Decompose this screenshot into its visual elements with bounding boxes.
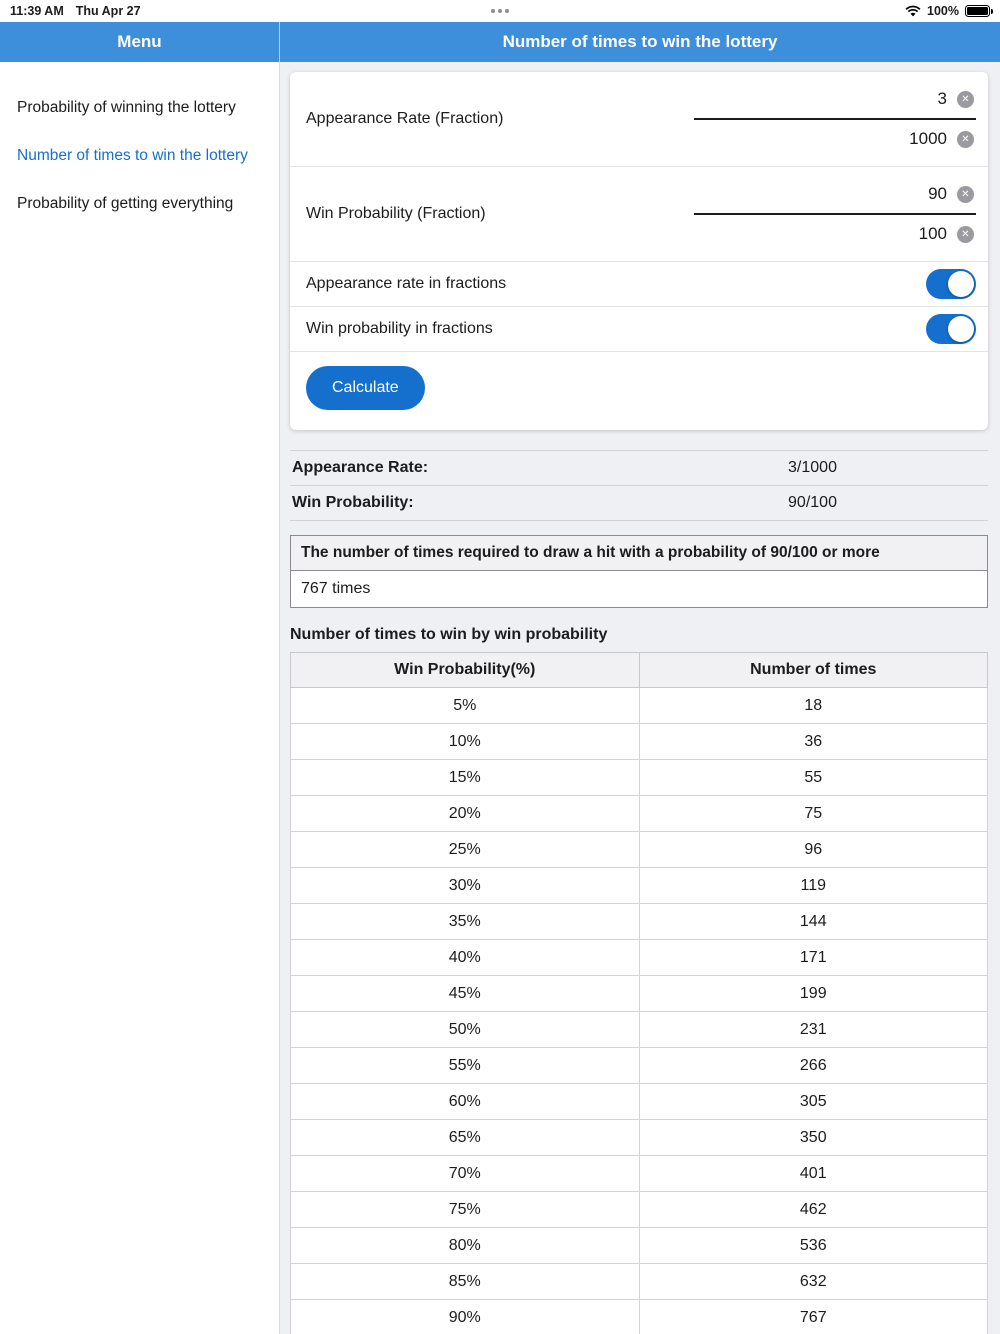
battery-tip — [991, 9, 994, 14]
button-row — [290, 352, 988, 430]
appearance-fraction-toggle[interactable] — [926, 269, 976, 299]
number-of-times-cell: 55 — [639, 760, 988, 796]
appearance-rate-result-label: Appearance Rate: — [292, 459, 429, 476]
appearance-rate-result-value: 3/1000 — [788, 459, 837, 476]
clear-icon[interactable] — [957, 131, 974, 148]
number-of-times-cell: 144 — [639, 904, 988, 940]
sidebar-item[interactable]: Number of times to win the lottery — [17, 147, 248, 165]
number-of-times-cell: 632 — [639, 1264, 988, 1300]
appearance-rate-result-row — [290, 451, 988, 486]
number-of-times-cell: 350 — [639, 1120, 988, 1156]
sidebar-item[interactable]: Probability of getting everything — [17, 195, 234, 213]
appearance-denominator-input[interactable]: 1000 — [909, 129, 947, 148]
appearance-rate-label: Appearance Rate (Fraction) — [306, 110, 504, 127]
win-probability-cell: 80% — [291, 1228, 640, 1264]
win-probability-cell: 85% — [291, 1264, 640, 1300]
appearance-rate-row — [290, 72, 988, 167]
dot-icon — [491, 9, 495, 13]
win-probability-cell: 90% — [291, 1300, 640, 1334]
sidebar-menu — [0, 62, 280, 1334]
win-probability-result-row — [290, 486, 988, 521]
results-section — [290, 450, 988, 521]
sidebar-header — [0, 22, 280, 62]
table-row — [291, 724, 988, 760]
win-probability-fraction — [694, 175, 976, 253]
table-row — [291, 688, 988, 724]
win-probability-cell: 75% — [291, 1192, 640, 1228]
appearance-numerator-input[interactable]: 3 — [937, 89, 947, 108]
number-of-times-column-header: Number of times — [639, 653, 988, 688]
number-of-times-cell: 199 — [639, 976, 988, 1012]
number-of-times-cell: 119 — [639, 868, 988, 904]
number-of-times-cell: 36 — [639, 724, 988, 760]
appearance-rate-fraction — [694, 80, 976, 158]
dot-icon — [505, 9, 509, 13]
probability-table — [290, 652, 988, 1334]
table-row — [291, 904, 988, 940]
win-probability-cell: 40% — [291, 940, 640, 976]
table-title: Number of times to win by win probability — [290, 626, 608, 643]
main-content — [280, 62, 1000, 1334]
wifi-icon — [905, 5, 921, 17]
win-probability-cell: 20% — [291, 796, 640, 832]
win-probability-cell: 10% — [291, 724, 640, 760]
table-row — [291, 1192, 988, 1228]
number-of-times-cell: 18 — [639, 688, 988, 724]
battery-fill — [967, 7, 988, 15]
multitask-indicator-icon — [491, 9, 509, 13]
appearance-toggle-row — [290, 262, 988, 307]
status-bar — [0, 0, 1000, 22]
win-numerator-input[interactable]: 90 — [928, 184, 947, 203]
clear-icon[interactable] — [957, 226, 974, 243]
required-times-box — [290, 535, 988, 608]
probability-table-body — [291, 688, 988, 1334]
sidebar-item[interactable]: Probability of winning the lottery — [17, 99, 236, 116]
table-row — [291, 1156, 988, 1192]
table-row — [291, 1228, 988, 1264]
win-toggle-row — [290, 307, 988, 352]
win-probability-cell: 45% — [291, 976, 640, 1012]
status-time: 11:39 AM — [10, 4, 64, 18]
calculate-button[interactable]: Calculate — [306, 366, 425, 410]
win-probability-result-label: Win Probability: — [292, 494, 414, 511]
table-row — [291, 1264, 988, 1300]
table-row — [291, 1120, 988, 1156]
nav-bar — [280, 22, 1000, 62]
table-row — [291, 760, 988, 796]
number-of-times-cell: 462 — [639, 1192, 988, 1228]
number-of-times-cell: 266 — [639, 1048, 988, 1084]
appearance-toggle-label: Appearance rate in fractions — [306, 275, 507, 292]
appearance-denominator-line — [694, 120, 976, 158]
win-toggle-label: Win probability in fractions — [306, 320, 493, 337]
number-of-times-cell: 401 — [639, 1156, 988, 1192]
win-probability-cell: 35% — [291, 904, 640, 940]
required-times-header: The number of times required to draw a hit with a probability of 90/100 or more — [291, 536, 987, 571]
win-probability-cell: 60% — [291, 1084, 640, 1120]
content-row — [0, 62, 1000, 1334]
toggle-knob — [948, 316, 974, 342]
number-of-times-cell: 536 — [639, 1228, 988, 1264]
number-of-times-cell: 171 — [639, 940, 988, 976]
table-row — [291, 1048, 988, 1084]
win-probability-result-value: 90/100 — [788, 494, 837, 511]
win-fraction-toggle[interactable] — [926, 314, 976, 344]
win-probability-cell: 65% — [291, 1120, 640, 1156]
battery-icon — [965, 5, 990, 17]
table-row — [291, 832, 988, 868]
number-of-times-cell: 305 — [639, 1084, 988, 1120]
win-probability-cell: 30% — [291, 868, 640, 904]
table-row — [291, 1012, 988, 1048]
appearance-numerator-line — [694, 80, 976, 120]
win-probability-cell: 5% — [291, 688, 640, 724]
win-denominator-input[interactable]: 100 — [918, 224, 947, 243]
dot-icon — [498, 9, 502, 13]
win-probability-label: Win Probability (Fraction) — [306, 205, 486, 222]
table-row — [291, 796, 988, 832]
win-probability-cell: 70% — [291, 1156, 640, 1192]
win-numerator-line — [694, 175, 976, 215]
battery-percent: 100% — [927, 4, 959, 18]
clear-icon[interactable] — [957, 186, 974, 203]
number-of-times-cell: 75 — [639, 796, 988, 832]
win-probability-cell: 50% — [291, 1012, 640, 1048]
number-of-times-cell: 231 — [639, 1012, 988, 1048]
win-probability-cell: 25% — [291, 832, 640, 868]
number-of-times-cell: 767 — [639, 1300, 988, 1334]
table-row — [291, 1300, 988, 1334]
status-right — [905, 4, 990, 18]
status-date: Thu Apr 27 — [75, 4, 141, 18]
win-probability-cell: 15% — [291, 760, 640, 796]
table-row — [291, 1084, 988, 1120]
number-of-times-cell: 96 — [639, 832, 988, 868]
table-row — [291, 868, 988, 904]
required-times-value: 767 times — [301, 580, 371, 597]
status-left — [10, 4, 141, 18]
nav-row — [0, 22, 1000, 62]
win-probability-column-header: Win Probability(%) — [291, 653, 640, 688]
toggle-knob — [948, 271, 974, 297]
clear-icon[interactable] — [957, 91, 974, 108]
table-row — [291, 940, 988, 976]
calculator-card — [290, 72, 988, 430]
win-denominator-line — [694, 215, 976, 253]
page-title: Number of times to win the lottery — [502, 32, 778, 51]
win-probability-row — [290, 167, 988, 262]
table-row — [291, 976, 988, 1012]
table-header-row — [291, 653, 988, 688]
menu-title: Menu — [117, 32, 162, 51]
win-probability-cell: 55% — [291, 1048, 640, 1084]
